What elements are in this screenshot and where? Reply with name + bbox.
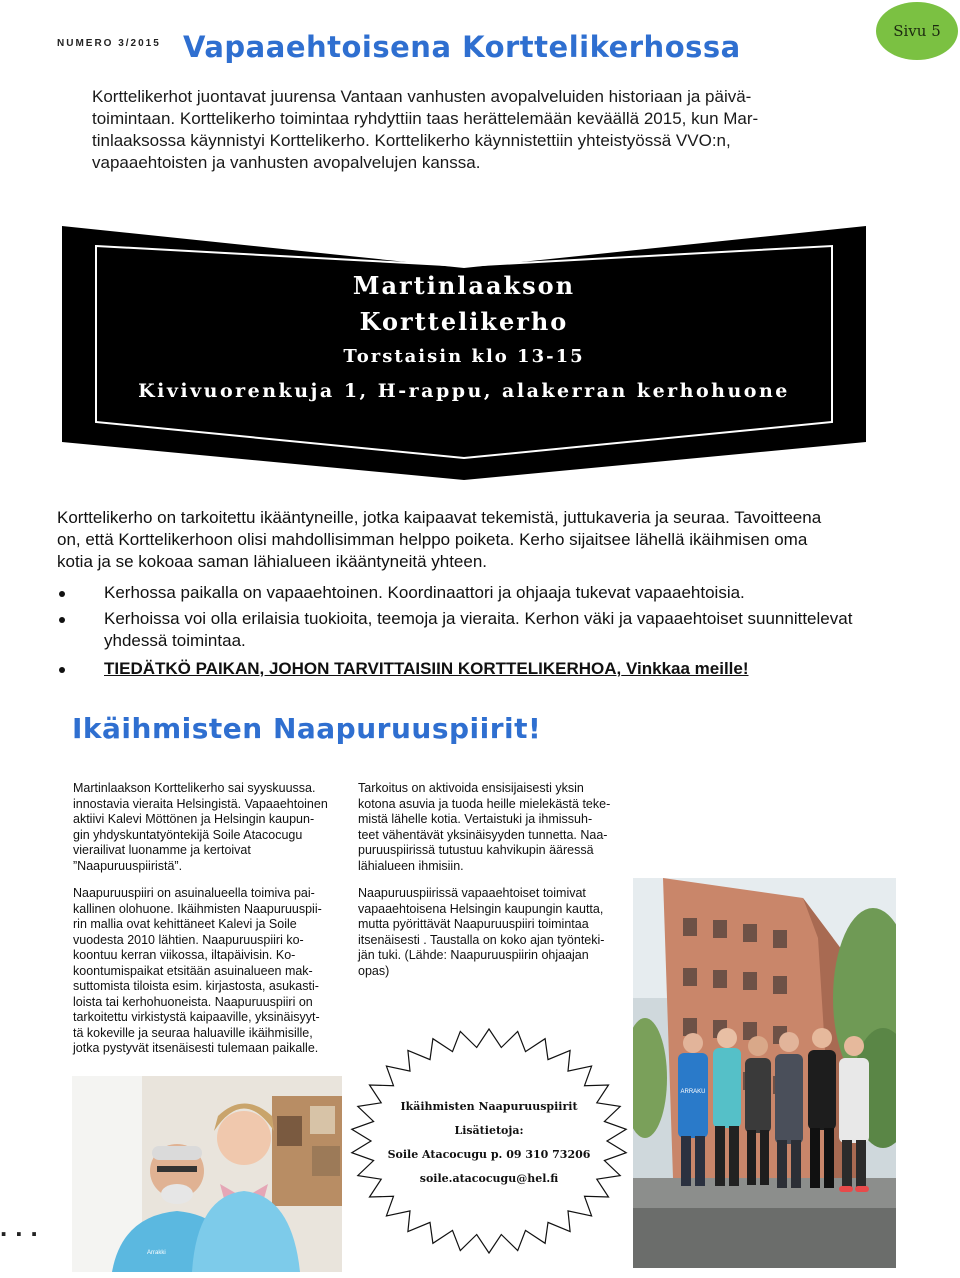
intro-line: tinlaaksossa käynnistyi Korttelikerho. Korttelikerho käynnistettiin yhteistyössä VVO:n, <box>92 131 731 150</box>
text-line: mutta pyörittävät Naapuruuspiiri toimintaa <box>358 917 589 931</box>
column-paragraph <box>73 886 348 1057</box>
body-line: kotia ja se kokoaa saman lähialueen ikääntyneitä yhteen. <box>57 552 488 571</box>
list-item <box>57 582 917 604</box>
page-number-label: Sivu 5 <box>893 22 941 40</box>
column-paragraph <box>358 781 633 874</box>
page-number-badge <box>876 2 958 60</box>
text-line: suttomista tiloista esim. kirjastosta, asukasti- <box>73 979 319 993</box>
text-line: innostavia vieraita Helsingistä. Vapaaehtoinen <box>73 796 328 811</box>
text-line: loista tai kerhohuoneista. Naapuruuspiiri on <box>73 994 313 1009</box>
text-line: Martinlaakson Korttelikerho sai syyskuussa. <box>73 781 316 795</box>
body-line: Korttelikerho on tarkoitettu ikääntyneille, jotka kaipaavat tekemistä, juttukaveria ja seuraa. Tavoitteena <box>57 508 822 527</box>
text-line: teet vähentävät yksinäisyyden tunnetta. Naa- <box>358 827 608 842</box>
issue-number: NUMERO 3/2015 <box>57 38 161 49</box>
text-line: tarkoitettu virkistystä kaipaaville, yksinäisyyt- <box>73 1010 320 1024</box>
text-line: koontuu kerran viikossa, iltapäivisin. Ko- <box>73 948 296 962</box>
list-item <box>57 608 917 652</box>
group-photo <box>633 878 896 1268</box>
contact-title: Ikäihmisten Naapuruuspiirit <box>400 1100 578 1113</box>
article-column-left <box>73 781 348 1069</box>
text-line: aktiivi Kalevi Möttönen ja Helsingin kaupun- <box>73 812 315 826</box>
group-photo-shirt-text: ARRAKU <box>680 1089 706 1095</box>
volunteers-photo-shirt-text: Arrakki <box>147 1250 166 1256</box>
column-paragraph <box>358 886 633 979</box>
banner-text <box>62 268 866 408</box>
bullet-text: Kerhossa paikalla on vapaaehtoinen. Koordinaattori ja ohjaaja tukevat vapaaehtoisia. <box>104 583 745 602</box>
volunteers-photo <box>72 1076 342 1272</box>
text-line: tä kokeville ja seuraa haluaville ikäihmisille, <box>73 1025 313 1040</box>
bullet-text: Kerhoissa voi olla erilaisia tuokioita, teemoja ja vieraita. Kerhon väki ja vapaaehtoiset suunnittelevat yhdessä toimintaa. <box>104 609 853 650</box>
intro-line: Korttelikerhot juontavat juurensa Vantaan vanhusten avopalveluiden historiaan ja päivä- <box>92 87 752 106</box>
intro-line: toimintaan. Korttelikerho toimintaa ryhdyttiin taas herättelemään keväällä 2015, kun Mar- <box>92 109 759 128</box>
bullet-list <box>57 582 917 684</box>
text-line: vuodesta 2010 lähtien. Naapuruuspiiri ko- <box>73 932 304 947</box>
bullet-icon <box>59 617 65 623</box>
cta-text: TIEDÄTKÖ PAIKAN, JOHON TARVITTAISIIN KORTTELIKERHOA, <box>104 659 622 678</box>
text-line: kallinen olohuone. Ikäihmisten Naapuruuspii- <box>73 901 322 916</box>
text-line: mistä lähelle kotia. Vertaistuki ja ihmissuh- <box>358 812 593 826</box>
banner-line-2: Korttelikerho <box>359 307 569 336</box>
article-column-right <box>358 781 633 991</box>
continuation-ellipsis: ... <box>0 1212 46 1242</box>
text-line: gin yhdyskuntatyöntekijä Soile Atacocugu <box>73 827 303 842</box>
banner-line-3: Torstaisin klo 13-15 <box>343 346 585 367</box>
section-heading: Ikäihmisten Naapuruuspiirit! <box>72 712 542 745</box>
text-line: rin mallia ovat kehittäneet Kalevi ja Soile <box>73 917 297 931</box>
contact-phone: Soile Atacocugu p. 09 310 73206 <box>387 1148 591 1161</box>
text-line: ”Naapuruuspiiristä”. <box>73 858 183 873</box>
text-line: Naapuruuspiiri on asuinalueella toimiva pai- <box>73 886 315 900</box>
cta-suggest-link: Vinkkaa meille! <box>621 659 749 678</box>
intro-paragraph <box>92 86 812 174</box>
body-paragraph <box>57 507 897 573</box>
text-line: jän tuki. (Lähde: Naapuruuspiirin ohjaajan <box>358 948 589 962</box>
contact-info <box>380 1095 598 1191</box>
contact-label: Lisätietoja: <box>454 1124 524 1137</box>
banner-line-4: Kivivuorenkuja 1, H-rappu, alakerran kerhohuone <box>138 380 790 402</box>
bullet-icon <box>59 591 65 597</box>
column-paragraph <box>73 781 348 874</box>
text-line: vapaaehtoisena Helsingin kaupungin kautta, <box>358 901 604 916</box>
page-title: Vapaaehtoisena Korttelikerhossa <box>183 30 741 64</box>
body-line: on, että Korttelikerhoon olisi mahdollisimman helppo poiketa. Kerho sijaitsee lähellä ikäihmisen oma <box>57 530 808 549</box>
contact-email: soile.atacocugu@hel.fi <box>419 1172 559 1185</box>
text-line: lähialueen ihmisiin. <box>358 858 464 873</box>
list-item-cta <box>57 658 917 680</box>
text-line: opas) <box>358 963 390 978</box>
text-line: puruuspiirissä tutustuu kahvikupin ääressä <box>358 843 594 857</box>
text-line: jotka pystyvät itsenäisesti tulemaan paikalle. <box>73 1041 319 1055</box>
text-line: itsenäisesti . Taustalla on koko ajan työnteki- <box>358 932 605 947</box>
text-line: vierailivat luonamme ja kertoivat <box>73 843 251 857</box>
text-line: koontumispaikat etsitään asuinalueen mak- <box>73 963 313 978</box>
intro-line: vapaaehtoisten ja vanhusten avopalvelujen kanssa. <box>92 153 481 172</box>
text-line: kotona asuvia ja tuoda heille mielekästä teke- <box>358 796 611 811</box>
banner-line-1: Martinlaakson <box>352 271 576 300</box>
text-line: Naapuruuspiirissä vapaaehtoiset toimivat <box>358 886 586 900</box>
text-line: Tarkoitus on aktivoida ensisijaisesti yksin <box>358 781 584 795</box>
bullet-icon <box>59 667 65 673</box>
